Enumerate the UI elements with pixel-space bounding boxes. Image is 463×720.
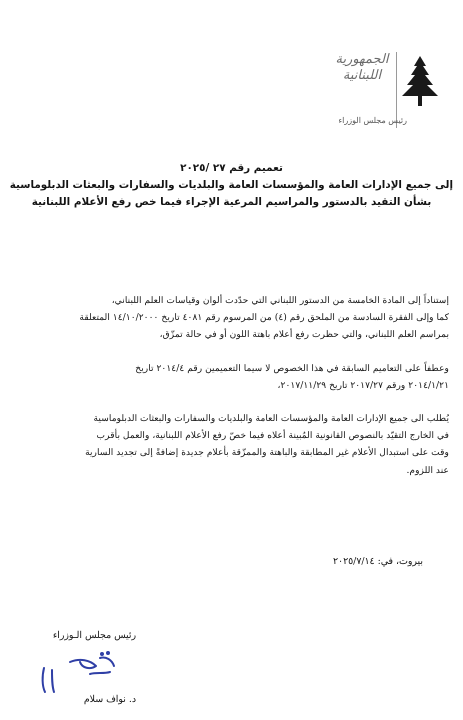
recipients-line: إلى جميع الإدارات العامة والمؤسسات العامة والبلديات والسفارات والبعثات الدبلوماسية	[9, 179, 453, 191]
office-label: رئيس مجلس الوزراء	[338, 116, 407, 125]
signature-block	[26, 630, 136, 710]
handwritten-signature-icon	[30, 648, 130, 696]
subject-line: بشأن التقيد بالدستور والمراسيم المرعية الإجراء فيما خص رفع الأعلام اللبنانية	[31, 196, 432, 208]
paragraph-3: يُطلب الى جميع الإدارات العامة والمؤسسات العامة والبلديات والسفارات والبعثات الدبلوماسية في الخارج التقيّد بالنصوص القانونية المُبينة أعلاه فيما خصّ رفع الأعلام اللبنانية، والعمل بأقرب وقت على استبدال الأعلام غير المطابقة والباهتة والممزّقة بأعلام جديدة إضافةً إلى تجديد السارية عند اللزوم.	[85, 413, 449, 476]
signatory-title: رئيس مجلس الـوزراء	[52, 630, 136, 641]
paragraph-2: وعطفاً على التعاميم السابقة في هذا الخصوص لا سيما التعميمين رقم ٢٠١٤/٤ تاريخ ٢٠١٤/١/٢١ ورقم ٢٠١٧/٢٧ تاريخ ٢٠١٧/١١/٢٩،	[135, 362, 449, 391]
circular-heading	[10, 160, 453, 211]
letterhead	[327, 46, 447, 136]
place-and-date: بيروت، في: ٢٠٢٥/٧/١٤	[333, 556, 423, 567]
signatory-name: د. نواف سلام	[83, 694, 136, 705]
paragraph-1: إستناداً إلى المادة الخامسة من الدستور اللبناني التي حدّدت ألوان وقياسات العلم اللبناني، كما وإلى الفقرة السادسة من الملحق رقم (٤) من المرسوم رقم ٤٠٨١ تاريخ ١٤/١٠/٢٠٠٠ المتعلقة بمراسم العلم اللبناني، والتي حظرت رفع أعلام باهتة اللون أو في حالة تمزّق،	[79, 295, 449, 341]
circular-number: تعميم رقم ٢٧ /٢٠٢٥	[180, 162, 283, 174]
cedar-emblem-icon	[397, 54, 443, 116]
republic-title: الجمهورية اللبنانية	[335, 52, 389, 83]
circular-body	[14, 292, 449, 495]
